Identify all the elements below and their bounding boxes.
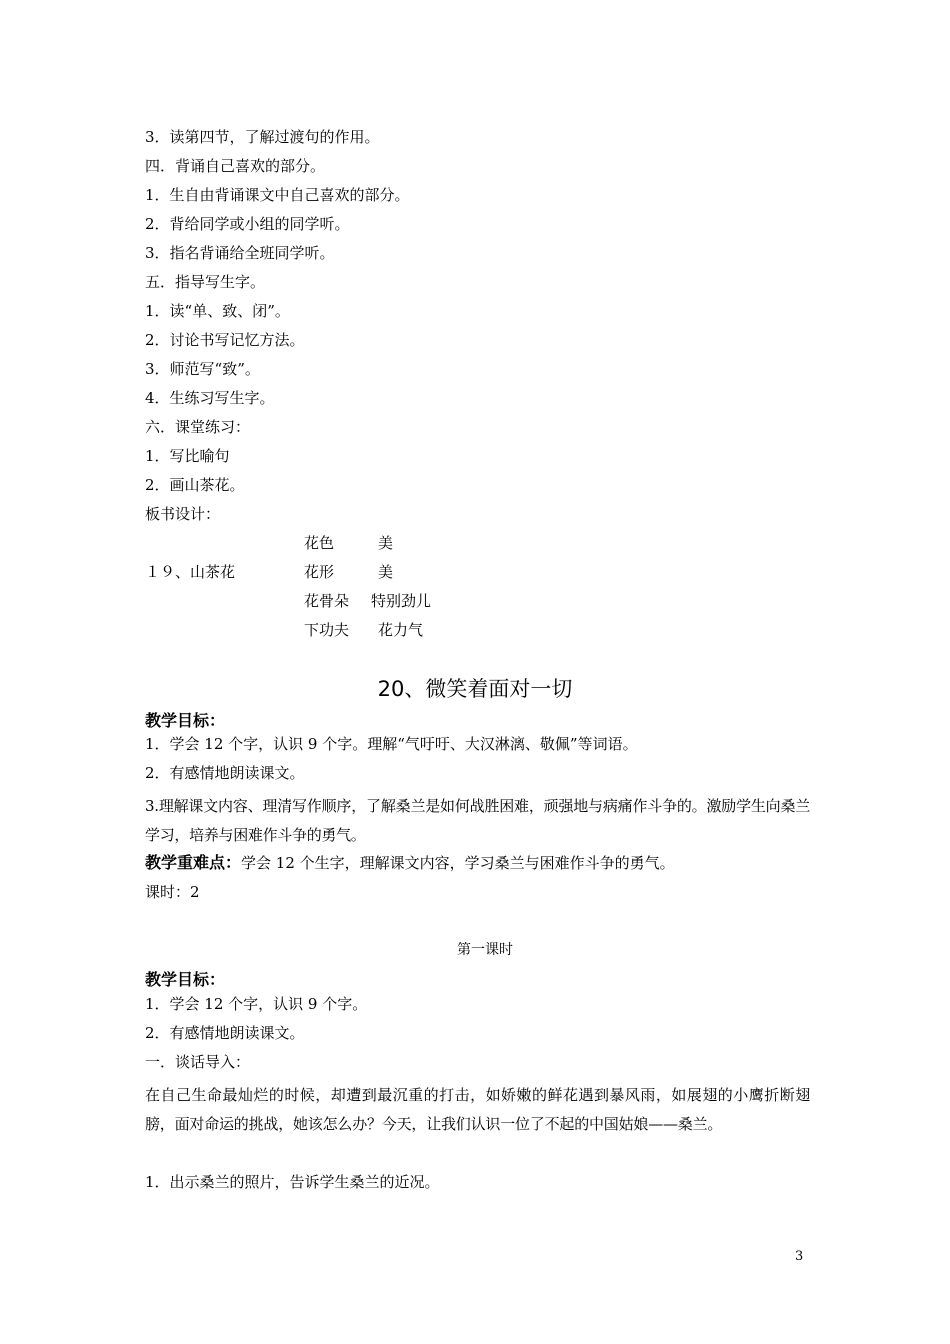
text-line: 1．读“单、致、闭”。 bbox=[145, 302, 290, 320]
goals-heading: 教学目标： bbox=[145, 711, 226, 730]
intro-heading: 一．谈话导入： bbox=[145, 1053, 251, 1071]
board-item-right: 美 bbox=[378, 534, 394, 552]
session-title: 第一课时 bbox=[457, 942, 513, 958]
text-line: 2．背给同学或小组的同学听。 bbox=[145, 215, 350, 233]
text-line: 2．讨论书写记忆方法。 bbox=[145, 331, 305, 349]
section-heading: 四．背诵自己喜欢的部分。 bbox=[145, 157, 326, 175]
text-line: 2．画山茶花。 bbox=[145, 476, 245, 494]
step-item: 1．出示桑兰的照片，告诉学生桑兰的近况。 bbox=[145, 1173, 440, 1191]
page-number: 3 bbox=[795, 1249, 804, 1264]
goal-item: 1．学会 12 个字，认识 9 个字。理解“气吁吁、大汉淋漓、敬佩”等词语。 bbox=[145, 735, 638, 753]
lesson-title: 20、微笑着面对一切 bbox=[377, 677, 573, 701]
text-line: 3．指名背诵给全班同学听。 bbox=[145, 244, 335, 262]
session-goals-heading: 教学目标： bbox=[145, 970, 226, 989]
board-item-left: 花色 bbox=[304, 534, 335, 552]
board-lesson-name: １９、山茶花 bbox=[145, 563, 236, 581]
board-item-right: 美 bbox=[378, 563, 394, 581]
text-line: 1．生自由背诵课文中自己喜欢的部分。 bbox=[145, 186, 410, 204]
board-item-left: 花骨朵 bbox=[304, 592, 350, 610]
intro-paragraph: 在自己生命最灿烂的时候，却遭到最沉重的打击，如娇嫩的鲜花遇到暴风雨，如展翅的小鹰折断翅膀，面对命运的挑战，她该怎么办？今天，让我们认识一位了不起的中国姑娘——桑兰。 bbox=[145, 1086, 810, 1133]
board-item-left: 花形 bbox=[304, 563, 335, 581]
session-goal-item: 1．学会 12 个字，认识 9 个字。 bbox=[145, 995, 368, 1013]
text-line: 3．读第四节，了解过渡句的作用。 bbox=[145, 128, 380, 146]
board-item-right: 花力气 bbox=[378, 621, 424, 639]
board-item-right: 特别劲儿 bbox=[371, 592, 432, 610]
key-points-text: 学会 12 个生字，理解课文内容，学习桑兰与困难作斗争的勇气。 bbox=[241, 854, 675, 872]
text-line: 4．生练习写生字。 bbox=[145, 389, 275, 407]
section-heading: 五．指导写生字。 bbox=[145, 273, 266, 291]
session-goal-item: 2．有感情地朗读课文。 bbox=[145, 1024, 305, 1042]
key-points bbox=[145, 853, 810, 873]
key-points-heading: 教学重难点： bbox=[145, 853, 242, 872]
text-line: 3．师范写“致”。 bbox=[145, 360, 260, 378]
goal-item: 2．有感情地朗读课文。 bbox=[145, 764, 305, 782]
goal-item: 3.理解课文内容、理清写作顺序，了解桑兰是如何战胜困难，顽强地与病痛作斗争的。激励学生向桑兰学习，培养与困难作斗争的勇气。 bbox=[145, 797, 810, 844]
board-design-label: 板书设计： bbox=[145, 505, 221, 523]
section-heading: 六．课堂练习： bbox=[145, 418, 251, 436]
lesson-hours: 课时：2 bbox=[145, 883, 200, 901]
text-line: 1．写比喻句 bbox=[145, 447, 230, 465]
board-item-left: 下功夫 bbox=[304, 621, 350, 639]
